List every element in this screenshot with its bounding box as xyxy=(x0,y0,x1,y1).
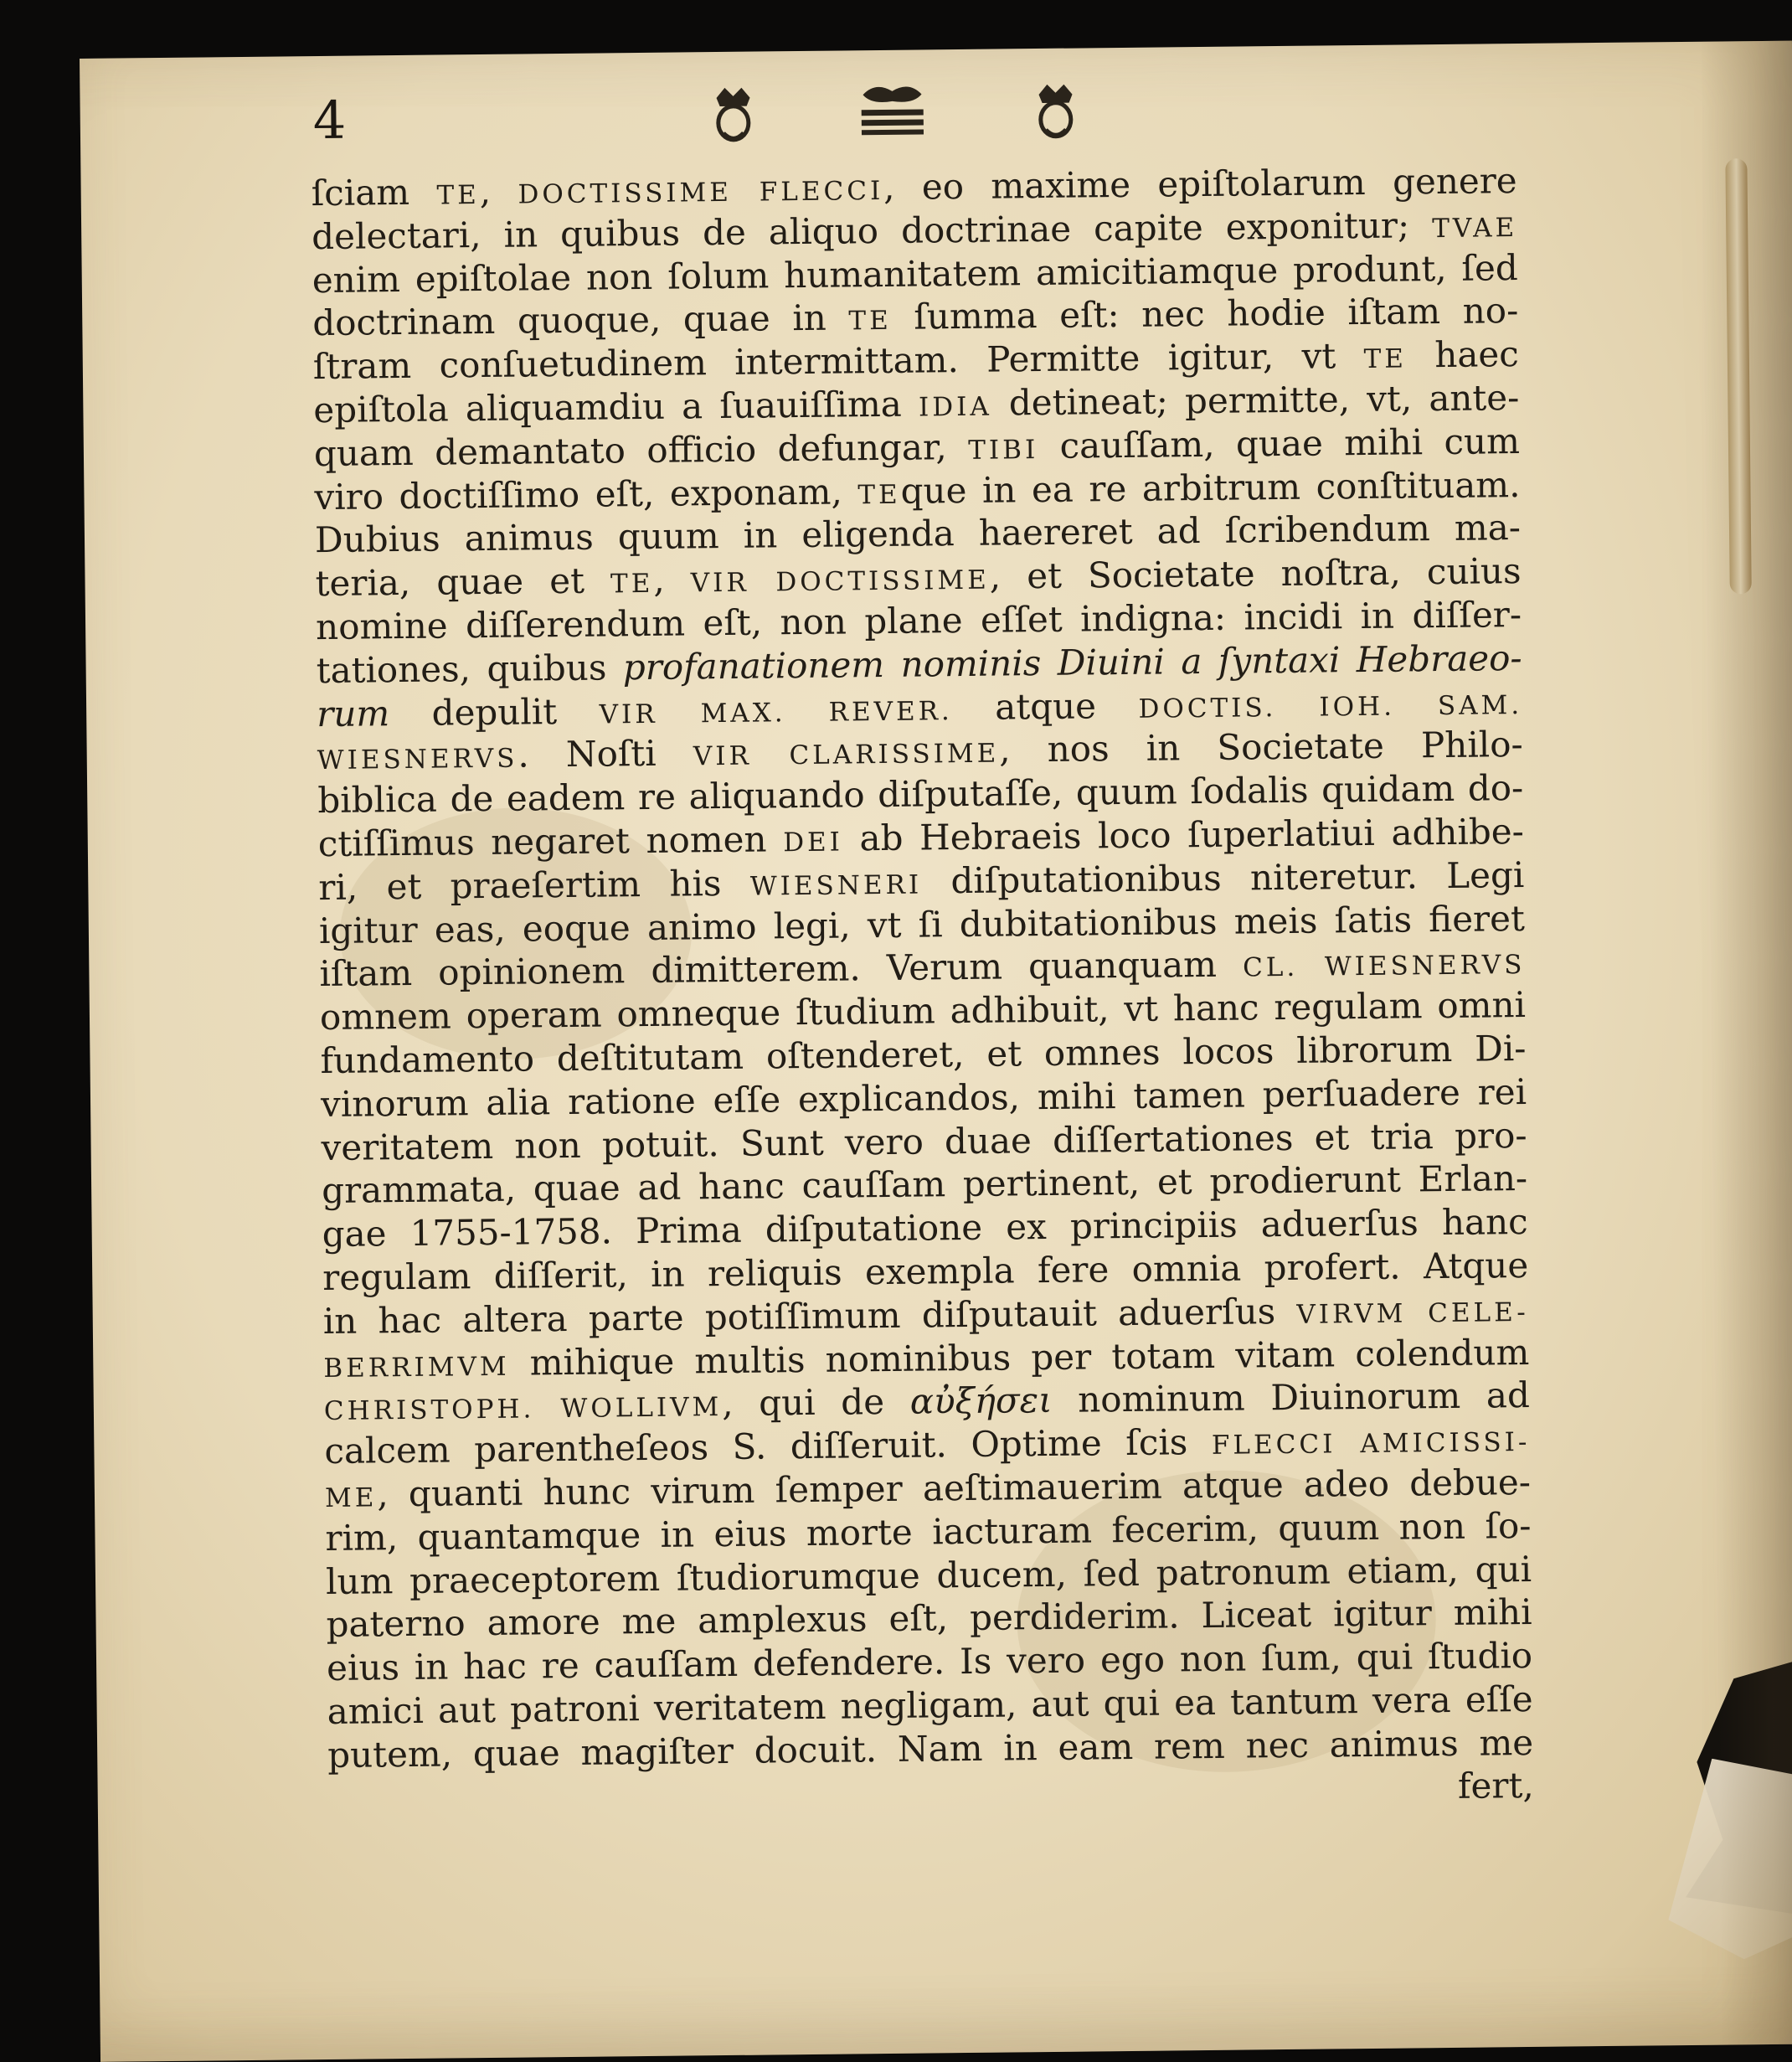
text-segment: ri, et praeſertim his xyxy=(318,862,751,908)
text-segment: diſputationibus niteretur. Legi xyxy=(921,853,1525,902)
small-caps-text: ME xyxy=(324,1482,378,1513)
text-segment: lum praeceptorem ſtudiorumque ducem, ſed patronum etiam, qui xyxy=(325,1548,1532,1602)
text-segment: doctrinam quoque, quae in xyxy=(312,296,849,344)
text-segment: rim, quantamque in eius morte iacturam fecerim, quum non ſo- xyxy=(325,1504,1532,1559)
text-segment: amici aut patroni veritatem negligam, aut qui ea tantum vera eſſe xyxy=(327,1678,1533,1732)
small-caps-text: TE xyxy=(610,569,654,600)
header-ornaments xyxy=(708,77,1144,148)
text-segment: , nos in Societate Philo- xyxy=(998,724,1523,771)
small-caps-text: TE xyxy=(857,479,901,510)
binding-edge xyxy=(1725,158,1751,594)
italic-text: αὐξήσει xyxy=(909,1379,1053,1423)
page-header xyxy=(80,42,1671,159)
small-caps-text: VIRVM CELE- xyxy=(1296,1296,1529,1330)
small-caps-text: DOCTIS. IOH. SAM. xyxy=(1138,689,1523,724)
text-segment: , eo maxime epiſtolarum genere xyxy=(883,160,1517,208)
shield-ornament-icon xyxy=(854,79,930,138)
text-segment: fert, xyxy=(1457,1765,1534,1807)
small-caps-text: TE xyxy=(436,180,480,211)
small-caps-text: WIESNERVS xyxy=(317,743,518,776)
text-segment: haec xyxy=(1406,333,1520,376)
text-segment: paterno amore me amplexus eſt, perdiderim. Liceat igitur mihi xyxy=(326,1591,1532,1646)
text-segment: in hac altera parte potiſſimum diſputauit aduerſus xyxy=(322,1290,1297,1342)
text-segment: ſumma eſt: nec hodie iſtam no- xyxy=(891,290,1519,338)
text-segment: epiſtola aliquamdiu a ſuauiſſima xyxy=(313,383,919,431)
text-segment: nomine diſſerendum eſt, non plane eſſet indigna: incidi in diſſer- xyxy=(315,593,1522,648)
italic-text: rum xyxy=(316,692,390,735)
body-text xyxy=(311,159,1534,1820)
text-segment: teria, quae et xyxy=(315,559,611,605)
text-segment: delectari, in quibus de aliquo doctrinae capite exponitur; xyxy=(311,204,1433,257)
text-segment: que in ea re arbitrum conſtituam. xyxy=(900,463,1521,512)
text-segment: detineat; permitte, vt, ante- xyxy=(991,377,1520,424)
text-segment: depulit xyxy=(389,690,600,734)
crown-ornament-icon xyxy=(1030,77,1081,145)
text-segment: quam demantato officio defungar, xyxy=(313,425,969,474)
small-caps-text: FLECCI AMICISSI- xyxy=(1211,1427,1531,1461)
small-caps-text: VIR DOCTISSIME xyxy=(690,564,991,599)
text-segment: atque xyxy=(952,684,1139,728)
text-segment: grammata, quae ad hanc cauſſam pertinent, et prodierunt Erlan- xyxy=(321,1157,1528,1212)
text-segment: enim epiſtolae non ſolum humanitatem amicitiamque produnt, ſed xyxy=(312,246,1518,301)
small-caps-text: TE xyxy=(848,306,892,337)
small-caps-text: DOCTISSIME FLECCI xyxy=(518,175,884,210)
small-caps-text: IDIA xyxy=(918,391,992,423)
text-segment: , xyxy=(653,559,692,601)
text-segment: cauſſam, quae mihi cum xyxy=(1038,420,1521,467)
text-segment: , et Societate noſtra, cuius xyxy=(989,550,1522,597)
text-segment: . Noſti xyxy=(518,732,694,776)
text-segment: iſtam opinionem dimitterem. Verum quanquam xyxy=(319,943,1244,995)
small-caps-text: CL. WIESNERVS xyxy=(1242,950,1526,983)
text-segment: calcem parentheſeos S. diſſeruit. Optime ſcis xyxy=(324,1421,1213,1472)
text-segment: ctiſſimus negaret nomen xyxy=(317,818,784,865)
text-segment: gae 1755-1758. Prima diſputatione ex principiis aduerſus hanc xyxy=(322,1201,1528,1255)
text-segment: biblica de eadem re aliquando diſputaſſe, quum ſodalis quidam do- xyxy=(317,767,1524,822)
text-segment: , xyxy=(479,170,518,213)
small-caps-text: VIR MAX. REVER. xyxy=(599,695,953,730)
text-segment: mihique multis nominibus per totam vitam colendum xyxy=(509,1331,1530,1384)
text-segment: veritatem non potuit. Sunt vero duae diſſertationes et tria pro- xyxy=(321,1114,1527,1168)
text-segment: omnem operam omneque ſtudium adhibuit, vt hanc regulam omni xyxy=(319,984,1527,1039)
text-segment: igitur eas, eoque animo legi, vt ſi dubitationibus meis ſatis fieret xyxy=(318,897,1526,951)
text-segment: putem, quae magiſter docuit. Nam in eam rem nec animus me xyxy=(327,1721,1534,1776)
text-segment: vinorum alia ratione eſſe explicandos, mihi tamen perſuadere rei xyxy=(320,1070,1527,1125)
small-caps-text: TIBI xyxy=(968,434,1039,466)
small-caps-text: CHRISTOPH. WOLLIVM xyxy=(323,1392,723,1427)
text-segment: ſciam xyxy=(311,171,437,214)
text-segment: , qui de xyxy=(722,1381,910,1425)
text-segment: ſtram conſuetudinem intermittam. Permitte igitur, vt xyxy=(312,335,1364,388)
book-page xyxy=(80,41,1792,2062)
text-segment: regulam diſſerit, in reliquis exempla fere omnia profert. Atque xyxy=(322,1244,1529,1298)
text-segment: tationes, quibus xyxy=(316,647,624,691)
small-caps-text: DEI xyxy=(783,827,844,858)
small-caps-text: TE xyxy=(1363,343,1408,375)
page-number: 4 xyxy=(312,89,347,152)
text-segment: eius in hac re cauſſam defendere. Is vero ego non ſum, qui ſtudio xyxy=(326,1635,1533,1689)
text-segment: , quanti hunc virum ſemper aeſtimauerim atque adeo debue- xyxy=(377,1461,1532,1515)
italic-text: profanationem nominis Diuini a ſyntaxi Hebraeo- xyxy=(622,637,1522,688)
small-caps-text: WIESNERI xyxy=(749,869,923,902)
text-segment: ab Hebraeis loco ſuperlatiui adhibe- xyxy=(842,810,1525,859)
crown-ornament-icon xyxy=(708,81,759,149)
small-caps-text: VIR CLARISSIME xyxy=(693,738,1000,772)
torn-paper-fragment xyxy=(1659,1757,1792,1960)
small-caps-text: TVAE xyxy=(1432,212,1518,244)
text-segment: fundamento deſtitutam oſtenderet, et omnes locos librorum Di- xyxy=(320,1027,1527,1081)
text-segment: nominum Diuinorum ad xyxy=(1052,1374,1531,1421)
small-caps-text: BERRIMVM xyxy=(323,1351,510,1384)
text-segment: Dubius animus quum in eligenda haereret ad ſcribendum ma- xyxy=(314,507,1522,561)
text-segment: viro doctiſſimo eſt, exponam, xyxy=(314,470,858,518)
